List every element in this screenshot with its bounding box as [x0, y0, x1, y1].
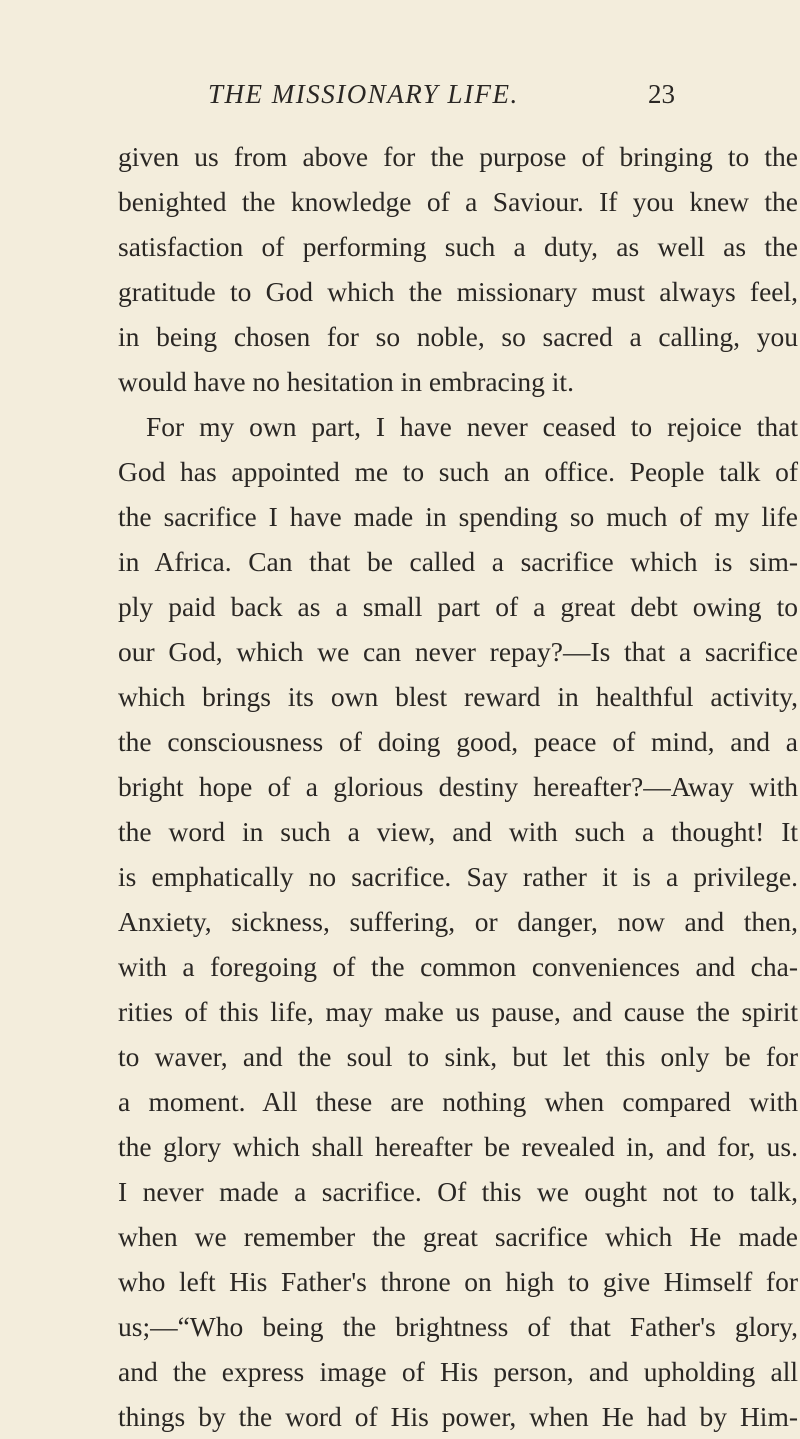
text-line: to waver, and the soul to sink, but let this only be for — [118, 1041, 798, 1072]
text-line: our God, which we can never repay?—Is that a sacrifice — [118, 636, 798, 667]
text-line: in Africa. Can that be called a sacrifice which is sim- — [118, 546, 798, 577]
text-line: the word in such a view, and with such a thought! It — [118, 816, 798, 847]
text-line: Anxiety, sickness, suffering, or danger, now and then, — [118, 906, 798, 937]
text-line: the glory which shall hereafter be revealed in, and for, us. — [118, 1131, 798, 1162]
text-line: would have no hesitation in embracing it. — [118, 366, 574, 397]
text-line: the consciousness of doing good, peace of mind, and a — [118, 726, 798, 757]
text-line: when we remember the great sacrifice which He made — [118, 1221, 798, 1252]
text-line: I never made a sacrifice. Of this we ought not to talk, — [118, 1176, 798, 1207]
text-line: who left His Father's throne on high to give Himself for — [118, 1266, 798, 1297]
text-line: God has appointed me to such an office. People talk of — [118, 456, 798, 487]
text-line: with a foregoing of the common conveniences and cha- — [118, 951, 798, 982]
text-line: gratitude to God which the missionary must always feel, — [118, 276, 798, 307]
text-line: and the express image of His person, and upholding all — [118, 1356, 798, 1387]
text-line: a moment. All these are nothing when compared with — [118, 1086, 798, 1117]
running-head — [118, 78, 798, 118]
text-line: benighted the knowledge of a Saviour. If you knew the — [118, 186, 798, 217]
text-line: which brings its own blest reward in healthful activity, — [118, 681, 798, 712]
text-line: in being chosen for so noble, so sacred a calling, you — [118, 321, 798, 352]
body-text — [118, 134, 798, 1439]
text-line: For my own part, I have never ceased to rejoice that — [146, 411, 798, 442]
text-line: rities of this life, may make us pause, and cause the spirit — [118, 996, 798, 1027]
text-line: us;—“Who being the brightness of that Father's glory, — [118, 1311, 798, 1342]
text-line: bright hope of a glorious destiny hereafter?—Away with — [118, 771, 798, 802]
text-line: things by the word of His power, when He had by Him- — [118, 1401, 798, 1432]
page-number: 23 — [648, 79, 675, 109]
text-line: ply paid back as a small part of a great debt owing to — [118, 591, 798, 622]
text-line: satisfaction of performing such a duty, as well as the — [118, 231, 798, 262]
text-line: is emphatically no sacrifice. Say rather it is a privilege. — [118, 861, 798, 892]
text-line: the sacrifice I have made in spending so much of my life — [118, 501, 798, 532]
text-line: given us from above for the purpose of bringing to the — [118, 141, 798, 172]
running-title: THE MISSIONARY LIFE. — [208, 79, 519, 109]
